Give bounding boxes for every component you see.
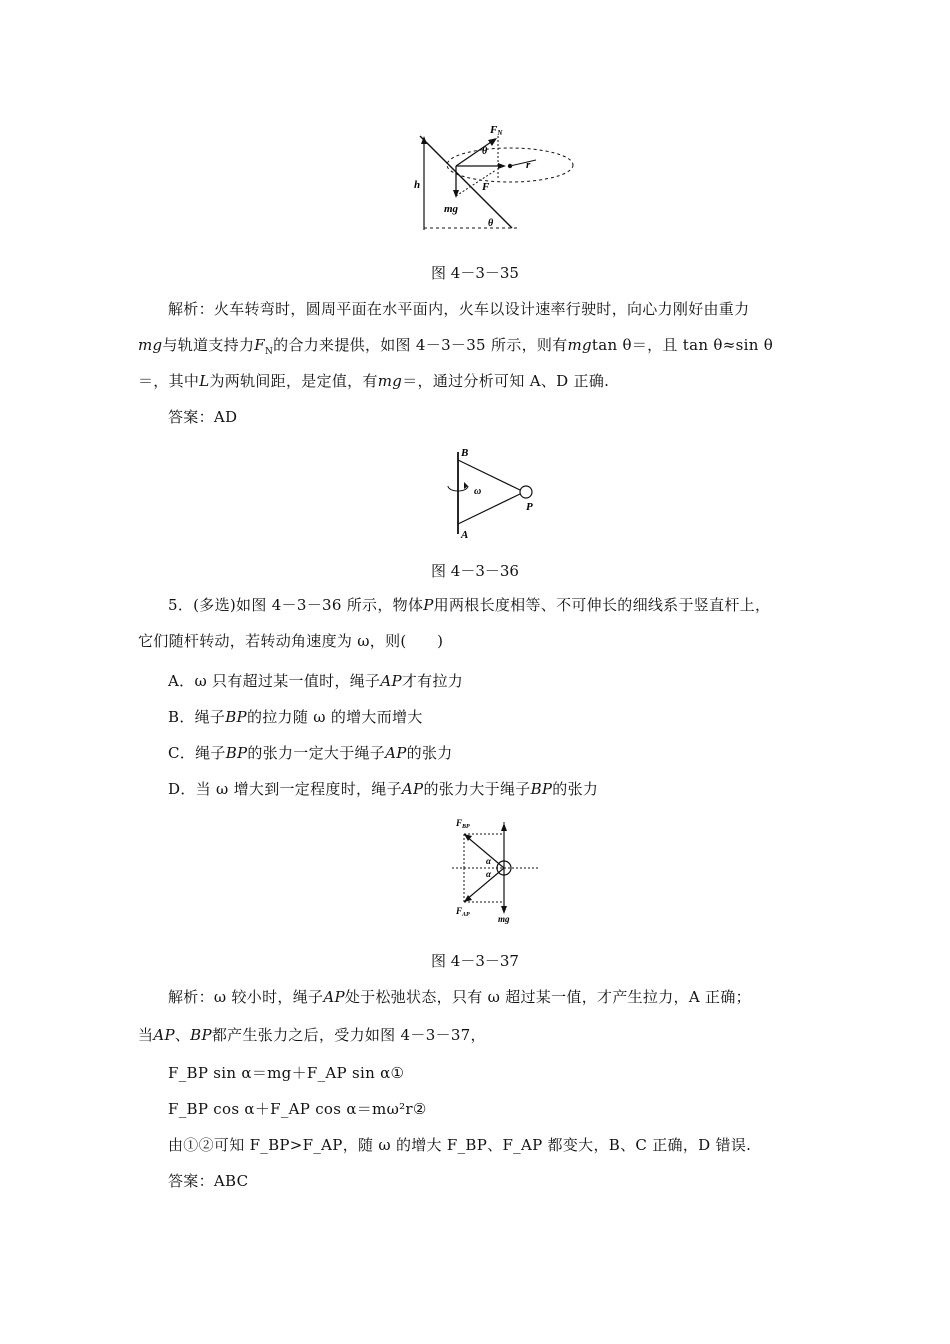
alpha-label: α [486,856,491,866]
figure-4-3-35 [410,118,590,236]
h-label: h [414,179,421,191]
figure-caption: 图 4－3－37 [431,952,519,970]
p-label: P [526,501,533,513]
option-d: D．当 ω 增大到一定程度时，绳子AP的张力大于绳子BP的张力 [168,780,599,798]
figure-caption: 图 4－3－35 [431,264,519,282]
answer: 答案：AD [168,408,238,426]
theta-label-bottom: θ [488,218,494,229]
fap-label: $F_{AP}$ [456,906,470,918]
analysis-line: 当AP、BP都产生张力之后，受力如图 4－3－37， [138,1026,486,1044]
omega-label: ω [474,486,482,497]
answer: 答案：ABC [168,1172,249,1190]
analysis-line: 由①②可知 F_BP>F_AP，随 ω 的增大 F_BP、F_AP 都变大，B、C 正确，D 错误. [168,1136,752,1154]
fn-label: FN [490,124,503,137]
figure-4-3-37 [452,814,542,924]
equation-2: F_BP cos α＋F_AP cos α＝mω²r② [168,1100,427,1118]
fbp-label: $F_{BP}$ [456,818,470,830]
analysis-line: 解析：火车转弯时，圆周平面在水平面内，火车以设计速率行驶时，向心力刚好由重力 [168,300,750,318]
theta-label-top: θ [482,146,488,157]
option-b: B．绳子BP的拉力随 ω 的增大而增大 [168,708,423,726]
analysis-line: mg与轨道支持力$F_N$的合力来提供，如图 4－3－35 所示，则有mgtan θ＝，且 tan θ≈sin θ [138,336,774,357]
question-line: 它们随杆转动，若转动角速度为 ω，则( ) [138,632,444,650]
equation-1: F_BP sin α＝mg＋F_AP sin α① [168,1064,405,1082]
mg-label: mg [498,914,510,924]
a-label: A [461,529,469,541]
f-label: F [482,181,490,193]
figure-4-3-36 [430,446,550,542]
analysis-line: ＝，其中L为两轨间距，是定值，有mg＝，通过分析可知 A、D 正确. [138,372,610,390]
r-label: r [526,159,531,171]
analysis-line: 解析：ω 较小时，绳子AP处于松弛状态，只有 ω 超过某一值，才产生拉力，A 正确； [168,988,751,1006]
figure-caption: 图 4－3－36 [431,562,519,580]
option-a: A．ω 只有超过某一值时，绳子AP才有拉力 [168,672,464,690]
alpha-label: α [486,869,491,879]
question-line: 5．(多选)如图 4－3－36 所示，物体P用两根长度相等、不可伸长的细线系于竖直杆上， [168,596,771,614]
b-label: B [461,447,469,459]
option-c: C．绳子BP的张力一定大于绳子AP的张力 [168,744,453,762]
mg-label: mg [444,203,459,215]
